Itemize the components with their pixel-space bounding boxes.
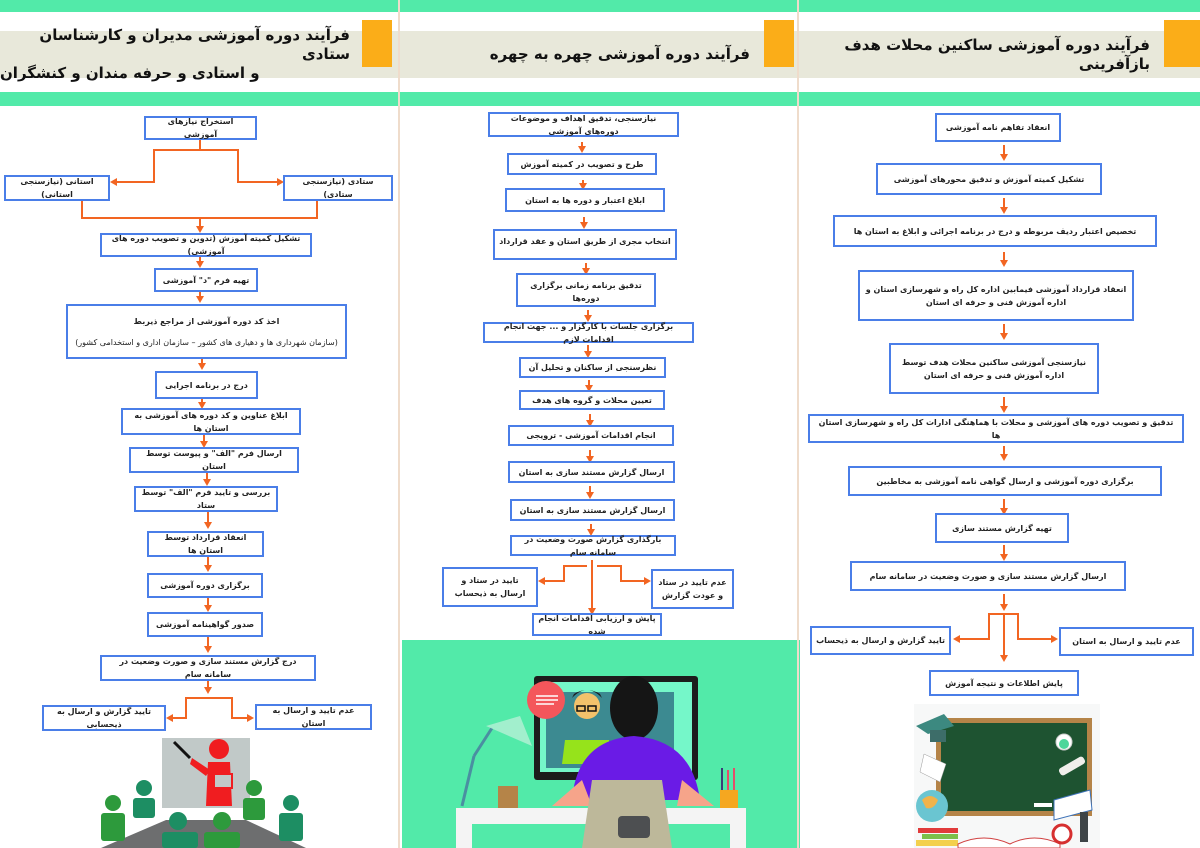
panel-face-to-face-process	[400, 0, 800, 848]
flow-step-line: اخذ کد دوره آموزشی از مراجع ذیربط	[133, 316, 280, 326]
flow-step: تدقیق و تصویب دوره های آموزشی و محلات با هماهنگی ادارات کل راه و شهرسازی استان ها	[808, 414, 1184, 443]
flow-step: ارسال فرم "الف" و پیوست توسط استان	[129, 447, 299, 473]
flow-step: بررسی و تایید فرم "الف" توسط ستاد	[134, 486, 278, 512]
flow-step: تخصیص اعتبار ردیف مربوطه و درج در برنامه اجرائی و ابلاغ به استان ها	[833, 215, 1157, 247]
flow-step: انجام اقدامات آموزشی - ترویجی	[508, 425, 674, 446]
classroom-teacher-illustration	[96, 736, 316, 848]
flow-step-line: (سازمان شهرداری ها و دهیاری های کشور – سازمان اداری و استخدامی کشور)	[75, 337, 338, 347]
top-accent-bar	[400, 0, 800, 12]
flow-step	[66, 304, 347, 359]
flow-step: نیازسنجی، تدقیق اهداف و موضوعات دوره‌های آموزشی	[488, 112, 679, 137]
title-marker-square	[764, 20, 794, 67]
panel-residents-regeneration-process	[800, 0, 1200, 848]
flow-step: تشکیل کمیته آموزش (تدوین و تصویب دوره های آموزشی)	[100, 233, 312, 257]
flow-step: نیازسنجی آموزشی ساکنین محلات هدف توسط اداره آموزش فنی و حرفه ای استان	[889, 343, 1099, 394]
mid-accent-bar	[0, 92, 400, 106]
panel-managers-staff-process	[0, 0, 400, 848]
flow-step: تدقیق برنامه زمانی برگزاری دوره‌ها	[516, 273, 656, 307]
flow-step: انعقاد قرارداد آموزشی فیمابین اداره کل راه و شهرسازی استان و اداره آموزش فنی و حرفه ای استان	[858, 270, 1134, 321]
flow-step: عدم تایید و ارسال به استان	[1059, 627, 1194, 656]
flow-step: استانی (نیازسنجی استانی)	[4, 175, 110, 201]
title-marker-square	[1164, 20, 1200, 67]
flow-step: نظرسنجی از ساکنان و تحلیل آن	[519, 357, 666, 378]
title-marker-square	[362, 20, 392, 67]
chalkboard-school-supplies-illustration	[914, 704, 1100, 848]
flow-step: عدم تایید و ارسال به استان	[255, 704, 372, 730]
flow-step: طرح و تصویب در کمیته آموزش	[507, 153, 657, 175]
flow-step: تایید گزارش و ارسال به ذیحساب	[810, 626, 951, 655]
flow-step: ارسال گزارش مستند سازی به استان	[510, 499, 675, 521]
panel-title	[490, 31, 750, 78]
panel-title-line1: فرآیند دوره آموزشی مدیران و کارشناسان ستادی	[39, 26, 350, 63]
panel-title	[800, 31, 1150, 78]
flow-step: صدور گواهینامه آموزشی	[147, 612, 263, 637]
flow-step: تشکیل کمیته آموزش و تدقیق محورهای آموزشی	[876, 163, 1102, 195]
top-accent-bar	[800, 0, 1200, 12]
flow-step: درج گزارش مستند سازی و صورت وضعیت در سامانه سام	[100, 655, 316, 681]
flow-step: انعقاد قرارداد توسط استان ها	[147, 531, 264, 557]
panel-title-line2: و استادی و حرفه مندان و کنشگران	[0, 64, 260, 82]
mid-accent-bar	[800, 92, 1200, 106]
flow-step: ابلاغ اعتبار و دوره ها به استان	[505, 188, 665, 212]
panel-title-line1: فرآیند دوره آموزشی ساکنین محلات هدف بازآفرینی	[844, 35, 1150, 73]
flow-step: عدم تایید در ستاد و عودت گزارش	[651, 569, 734, 609]
flow-step: تایید گزارش و ارسال به ذیحسابی	[42, 705, 166, 731]
flow-step: تعیین محلات و گروه های هدف	[519, 390, 665, 410]
panel-title	[0, 26, 350, 82]
flow-step: پایش و ارزیابی اقدامات انجام شده	[532, 613, 662, 636]
flow-step: برگزاری دوره آموزشی	[147, 573, 263, 598]
video-call-desk-illustration	[402, 640, 800, 848]
mid-accent-bar	[400, 92, 800, 106]
flow-step: برگزاری دوره آموزشی و ارسال گواهی نامه آموزشی به مخاطبین	[848, 466, 1162, 496]
flow-step: تهیه فرم "د" آموزشی	[154, 268, 258, 292]
flow-step: ارسال گزارش مستند سازی و صورت وضعیت در سامانه سام	[850, 561, 1126, 591]
flow-step: تایید در ستاد و ارسال به ذیحساب	[442, 567, 538, 607]
flow-step: پایش اطلاعات و نتیجه آموزش	[929, 670, 1079, 696]
flow-step: استخراج نیازهای آموزشی	[144, 116, 257, 140]
flow-step: ستادی (نیازسنجی ستادی)	[283, 175, 393, 201]
panel-divider	[797, 0, 799, 848]
top-accent-bar	[0, 0, 400, 12]
panel-divider	[398, 0, 400, 848]
flow-step: درج در برنامه اجرایی	[155, 371, 258, 399]
flow-step: ابلاغ عناوین و کد دوره های آموزشی به استان ها	[121, 408, 301, 435]
panel-title-line1: فرآیند دوره آموزشی چهره به چهره	[489, 45, 750, 63]
flow-step: ارسال گزارش مستند سازی به استان	[508, 461, 675, 483]
flow-step: برگزاری جلسات با کارگزار و ... جهت انجام اقدامات لازم	[483, 322, 694, 343]
flow-step: تهیه گزارش مستند سازی	[935, 513, 1069, 543]
flow-step: انعقاد تفاهم نامه آموزشی	[935, 113, 1061, 142]
flow-step: انتخاب مجری از طریق استان و عقد قرارداد	[493, 229, 677, 260]
flow-step: بارگذاری گزارش صورت وضعیت در سامانه سام	[510, 535, 676, 556]
